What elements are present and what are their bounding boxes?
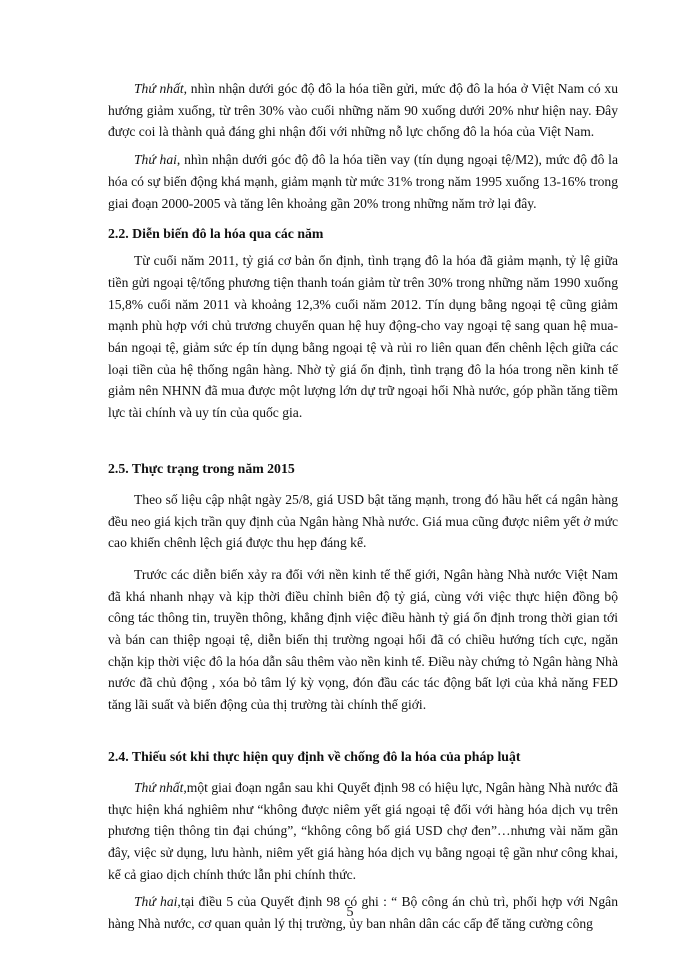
paragraph-text: ,tại điều 5 của Quyết định 98 có ghi : “ Bộ công án chủ trì, phối hợp với Ngân hàng Nhà nước, cơ quan quản lý thị trường, ủy ban nhân dân các cấp để tăng cường công [108, 894, 618, 932]
paragraph-text: ,một giai đoạn ngắn sau khi Quyết định 98 có hiệu lực, Ngân hàng Nhà nước đã thực hiện khá nghiêm như “không được niêm yết giá ngoại tệ đối với hàng hóa dịch vụ trên phương tiện thông tin đại chúng”, “không công bố giá USD chợ đen”…nhưng vài năm gần đây, việc sử dụng, lưu hành, niêm yết giá hàng hóa dịch vụ bằng ngoại tệ gần như công khai, kể cả giao dịch chính thức lẫn phi chính thức. [108, 779, 619, 882]
paragraph-first-deposit [108, 78, 618, 143]
lead-first: Thứ nhất [134, 81, 184, 96]
heading-2-2: 2.2. Diễn biến đô la hóa qua các năm [108, 226, 324, 242]
paragraph-developments: Từ cuối năm 2011, tỷ giá cơ bản ổn định, tình trạng đô la hóa đã giảm mạnh, tỷ lệ giữa tiền gửi ngoại tệ/tổng phương tiện thanh toán giảm từ trên 30% trong những năm 1990 xuống 15,8% cuối năm 2011 và khoảng 12,3% cuối năm 2012. Tín dụng bằng ngoại tệ cũng giảm mạnh phù hợp với chủ trương chuyển quan hệ huy động-cho vay ngoại tệ sang quan hệ mua-bán ngoại tệ, giảm sức ép tín dụng bằng ngoại tệ và rủi ro liên quan đến chênh lệch giữa các loại tiền của hệ thống ngân hàng. Nhờ tỷ giá ổn định, tình trạng đô la hóa trong nền kinh tế giảm nên NHNN đã mua được một lượng lớn dự trữ ngoại hối Nhà nước, góp phần tăng tiềm lực tài chính và uy tín của quốc gia. [108, 253, 618, 421]
lead-second: Thứ hai [134, 152, 177, 168]
paragraph-usd-update: Theo số liệu cập nhật ngày 25/8, giá USD bật tăng mạnh, trong đó hầu hết cá ngân hàng đều neo giá kịch trần quy định của Ngân hàng Nhà nước. Giá mua cũng được niêm yết ở mức cao khiến chênh lệch giá được thu hẹp đáng kể. [108, 491, 618, 551]
lead-first: Thứ nhất [134, 779, 184, 795]
paragraph-decision-98-first [108, 777, 618, 886]
heading-2-4: 2.4. Thiếu sót khi thực hiện quy định về chống đô la hóa của pháp luật [108, 748, 521, 764]
page-number: 5 [346, 905, 354, 920]
paragraph-text: , nhìn nhận dưới góc độ đô la hóa tiền vay (tín dụng ngoại tệ/M2), mức độ đô la hóa có sự biến động khá mạnh, giảm mạnh từ mức 31% trong năm 1995 xuống 13-16% trong giai đoạn 2000-2005 và tăng lên khoảng gần 20% trong những năm trở lại đây. [108, 152, 618, 211]
lead-second: Thứ hai [134, 894, 178, 910]
paragraph-state-bank: Trước các diễn biến xảy ra đối với nền kinh tế thế giới, Ngân hàng Nhà nước Việt Nam đã khá nhanh nhạy và kịp thời điều chỉnh biên độ tỷ giá, cùng với việc thực hiện đồng bộ công tác thông tin, truyền thông, khẳng định việc điều hành tỷ giá ổn định trong thời gian tới và bán can thiệp ngoại tệ, diễn biến thị trường ngoại hối đã có chiều hướng tích cực, ngăn chặn kịp thời việc đô la hóa dẫn sâu thêm vào nền kinh tế. Điều này chứng tỏ Ngân hàng Nhà nước đã chủ động , xóa bỏ tâm lý kỳ vọng, đón đầu các tác động bất lợi của khả năng FED tăng lãi suất và biến động của thị trường tài chính thế giới. [108, 566, 618, 713]
paragraph-second-loan [108, 149, 618, 214]
paragraph-text: , nhìn nhận dưới góc độ đô la hóa tiền gửi, mức độ đô la hóa ở Việt Nam có xu hướng giảm xuống, từ trên 30% vào cuối những năm 90 xuống dưới 20% như hiện nay. Đây được coi là thành quả đáng ghi nhận đối với những nỗ lực chống đô la hóa của Việt Nam. [108, 81, 618, 140]
heading-2-5: 2.5. Thực trạng trong năm 2015 [108, 460, 295, 476]
